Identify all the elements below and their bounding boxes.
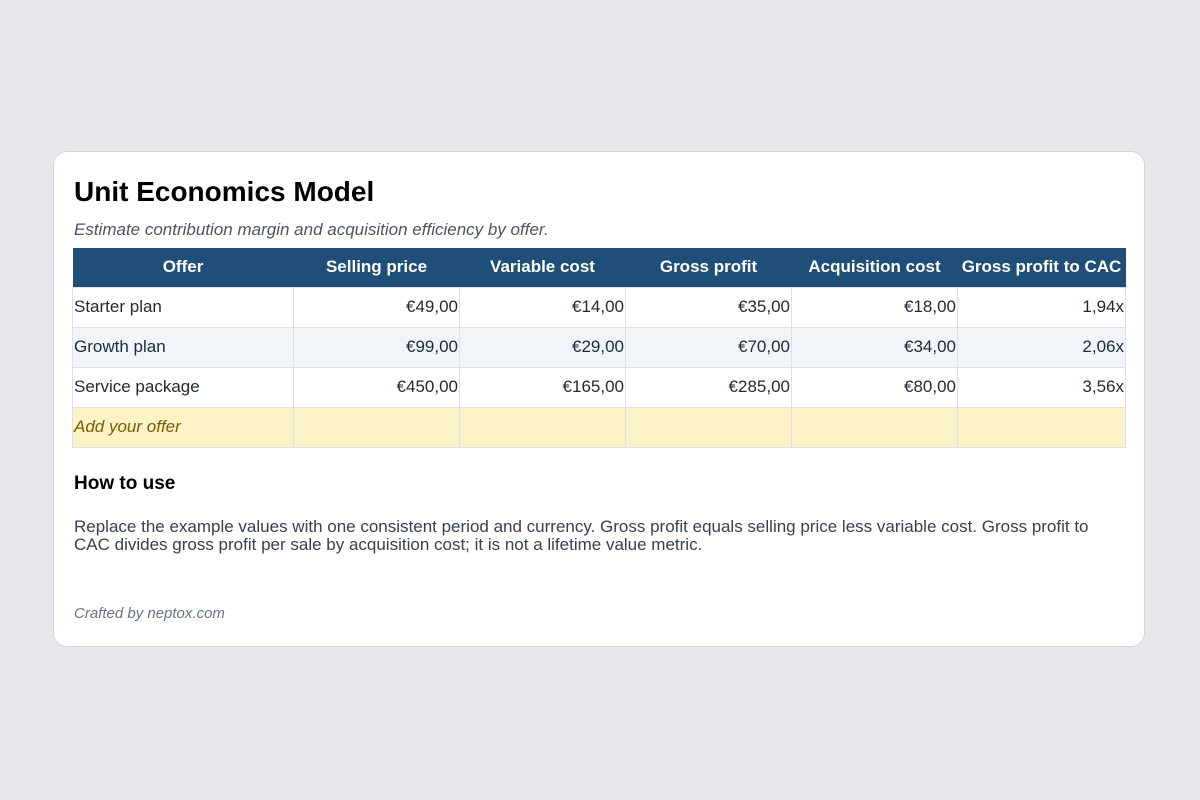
selling-price-cell[interactable]: €450,00 — [294, 367, 460, 407]
model-card — [53, 151, 1145, 647]
selling-price-cell[interactable]: €49,00 — [294, 287, 460, 327]
variable-cost-cell[interactable]: €165,00 — [460, 367, 626, 407]
selling-price-cell[interactable]: €99,00 — [294, 327, 460, 367]
empty-gross-profit-cell[interactable] — [626, 407, 792, 447]
table-header-row — [73, 248, 1126, 287]
column-header-acquisition-cost: Acquisition cost — [792, 248, 958, 287]
gross-profit-to-cac-cell[interactable]: 1,94x — [958, 287, 1126, 327]
unit-economics-table — [72, 248, 1126, 448]
gross-profit-cell[interactable]: €70,00 — [626, 327, 792, 367]
gross-profit-to-cac-cell[interactable]: 3,56x — [958, 367, 1126, 407]
table-row — [73, 367, 1126, 407]
column-header-gross-profit: Gross profit — [626, 248, 792, 287]
column-header-offer: Offer — [73, 248, 294, 287]
acquisition-cost-cell[interactable]: €80,00 — [792, 367, 958, 407]
offer-cell[interactable]: Starter plan — [73, 287, 294, 327]
acquisition-cost-cell[interactable]: €34,00 — [792, 327, 958, 367]
column-header-selling-price: Selling price — [294, 248, 460, 287]
add-offer-cell[interactable]: Add your offer — [73, 407, 294, 447]
variable-cost-cell[interactable]: €29,00 — [460, 327, 626, 367]
acquisition-cost-cell[interactable]: €18,00 — [792, 287, 958, 327]
gross-profit-cell[interactable]: €285,00 — [626, 367, 792, 407]
gross-profit-to-cac-cell[interactable]: 2,06x — [958, 327, 1126, 367]
footer-credit: Crafted by neptox.com — [74, 605, 225, 622]
how-to-use-text: Replace the example values with one consistent period and currency. Gross profit equals selling price less variable cost. Gross profit to CAC divides gross profit per sale by acquisition cost; it is not a lifetime value metric. — [74, 517, 1089, 554]
empty-gross-profit-to-cac-cell[interactable] — [958, 407, 1126, 447]
empty-selling-price-cell[interactable] — [294, 407, 460, 447]
offer-cell[interactable]: Growth plan — [73, 327, 294, 367]
how-to-use-heading: How to use — [74, 473, 176, 494]
add-offer-row — [73, 407, 1126, 447]
gross-profit-cell[interactable]: €35,00 — [626, 287, 792, 327]
variable-cost-cell[interactable]: €14,00 — [460, 287, 626, 327]
offer-cell[interactable]: Service package — [73, 367, 294, 407]
page-subtitle: Estimate contribution margin and acquisition efficiency by offer. — [74, 220, 549, 239]
empty-variable-cost-cell[interactable] — [460, 407, 626, 447]
empty-acquisition-cost-cell[interactable] — [792, 407, 958, 447]
column-header-variable-cost: Variable cost — [460, 248, 626, 287]
column-header-gross-profit-to-cac: Gross profit to CAC — [958, 248, 1126, 287]
page-title: Unit Economics Model — [74, 176, 375, 207]
table-row — [73, 327, 1126, 367]
table-row — [73, 287, 1126, 327]
